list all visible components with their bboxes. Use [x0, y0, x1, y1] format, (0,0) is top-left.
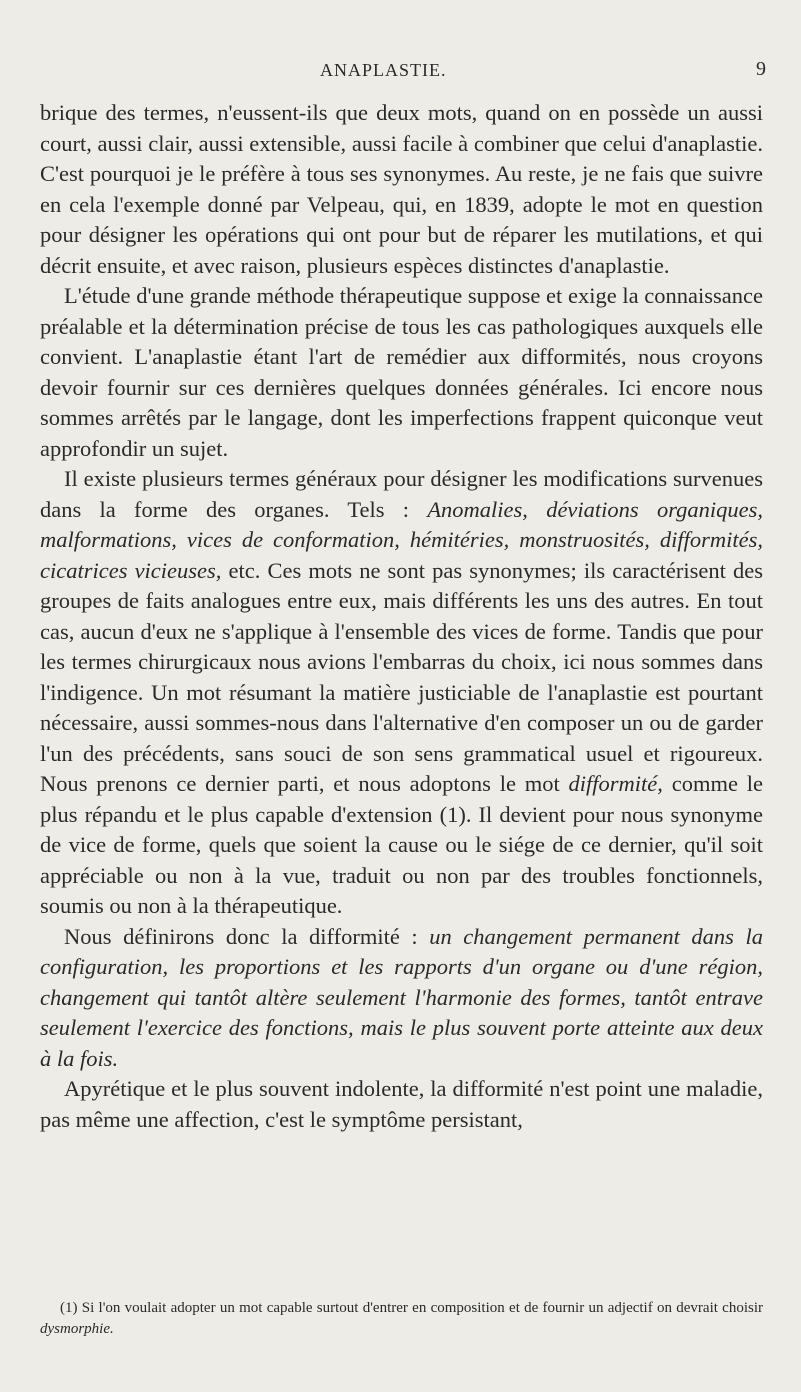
text-run: etc. Ces mots ne sont pas synonymes; ils caractérisent des groupes de faits analogues entre eux, mais différents les uns des autres. En tout cas, aucun d'eux ne s'applique à l'ensemble des vices de forme. Tandis que pour les termes chirurgicaux nous avions l'embarras du choix, ici nous sommes dans l'indigence. Un mot résumant la matière justiciable de l'anaplastie est pourtant nécessaire, aussi sommes-nous dans l'alternative d'en composer un ou de garder l'un des précédents, sans souci de son sens grammatical usuel et rigoureux. Nous prenons ce dernier parti, et nous adoptons le mot: [40, 557, 763, 796]
footnote: [40, 1298, 763, 1340]
italic-text: Anomalies, déviations organiques, malformations, vices de conformation, hémitéries, monstruosités, difformités, cicatrices vicieuses,: [40, 496, 763, 583]
text-run: comme le plus répandu et le plus capable d'extension (1). Il devient pour nous synonyme de vice de forme, quels que soient la cause ou le siége de ce dernier, qu'il soit appréciable ou non à la vue, traduit ou non par des troubles fonctionnels, soumis ou non à la thérapeutique.: [40, 771, 763, 918]
text-run: Nous définirons donc la difformité :: [64, 923, 430, 949]
italic-text: un changement permanent dans la configuration, les proportions et les rapports d'un organe ou d'une région, changement qui tantôt altère seulement l'harmonie des formes, tantôt entrave seulement l'exercice des fonctions, mais le plus souvent porte atteinte aux deux à la fois.: [40, 923, 763, 1071]
footnotes: [40, 1298, 763, 1340]
italic-text: difformité,: [568, 771, 663, 796]
paragraph: [40, 464, 763, 922]
paragraph: [40, 922, 763, 1075]
running-title: ANAPLASTIE.: [320, 60, 447, 80]
paragraph: [40, 98, 763, 281]
italic-text: dysmorphie.: [40, 1321, 114, 1337]
text-run: Apyrétique et le plus souvent indolente, la difformité n'est point une maladie, pas même une affection, c'est le symptôme persistant,: [40, 1076, 763, 1132]
text-run: (1) Si l'on voulait adopter un mot capable surtout d'entrer en composition et de fournir un adjectif on devrait choisir: [60, 1300, 763, 1316]
paragraph: [40, 281, 763, 464]
paragraph: [40, 1074, 763, 1135]
text-run: brique des termes, n'eussent-ils que deux mots, quand on en possède un aussi court, aussi clair, aussi extensible, aussi facile à combiner que celui d'anaplastie. C'est pourquoi je le préfère à tous ses synonymes. Au reste, je ne fais que suivre en cela l'exemple donné par Velpeau, qui, en 1839, adopte le mot en question pour désigner les opérations qui ont pour but de réparer les mutilations, et qui décrit ensuite, et avec raison, plusieurs espèces distinctes d'anaplastie.: [40, 100, 763, 278]
text-run: L'étude d'une grande méthode thérapeutique suppose et exige la connaissance préalable et la détermination précise de tous les cas pathologiques auxquels elle convient. L'anaplastie étant l'art de remédier aux difformités, nous croyons devoir fournir sur ces dernières quelques données générales. Ici encore nous sommes arrêtés par le langage, dont les imperfections frappent quiconque veut approfondir un sujet.: [40, 283, 763, 461]
text-run: Il existe plusieurs termes généraux pour désigner les modifications survenues dans la forme des organes. Tels :: [40, 466, 763, 522]
page-number: 9: [756, 58, 766, 80]
body-text: [40, 98, 763, 1135]
